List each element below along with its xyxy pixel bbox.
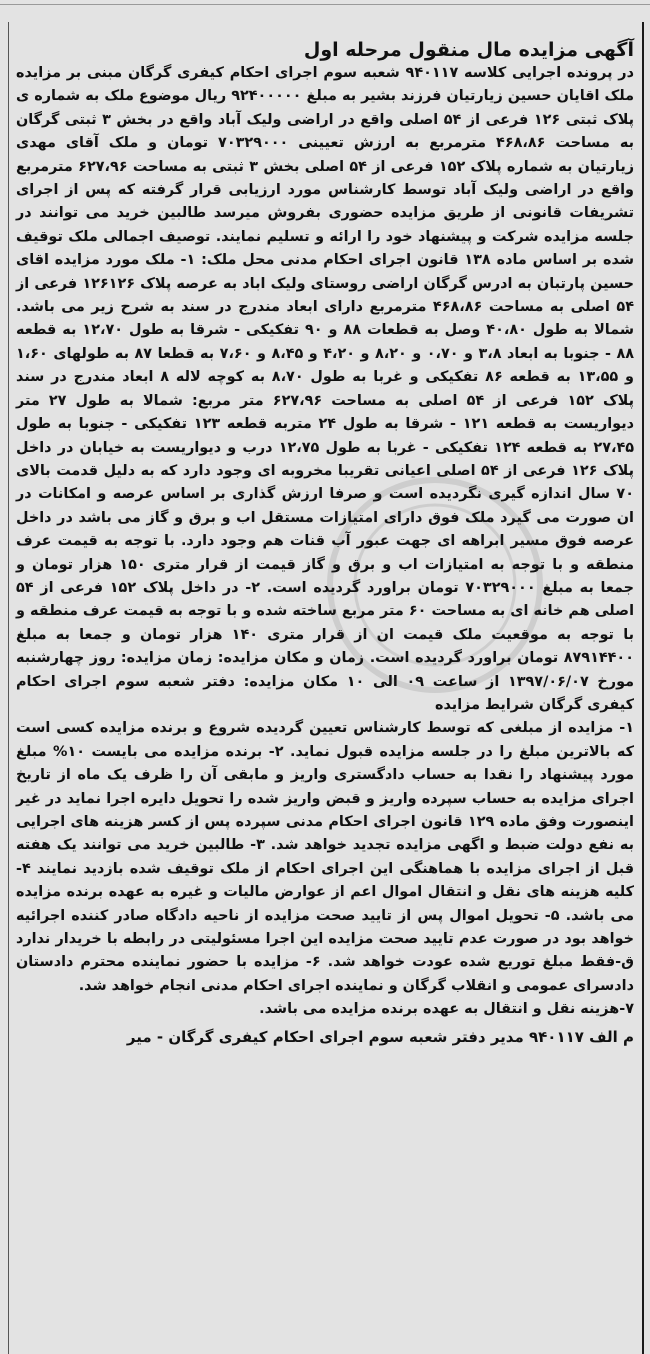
notice-signature: م الف ۹۴۰۱۱۷ مدیر دفتر شعبه سوم اجرای احکام کیفری گرگان - میر — [126, 1027, 634, 1046]
notice-body — [16, 62, 634, 1022]
notice-paragraph-conditions: ۱- مزایده از مبلغی که توسط کارشناس تعیین گردیده شروع و برنده مزایده کسی است که بالاترین مبلغ را در جلسه مزایده قبول نماید. ۲- برنده مزایده می بایست ۱۰% مبلغ مورد پیشنهاد را نقدا به حساب دادگستری واریز و مابقی آن را ظرف یک ماه از تاریخ اجرای مزایده به حساب سپرده واریز و قبض واریز شده را تحویل دایره اجرا نماید در غیر اینصورت وفق ماده ۱۲۹ قانون اجرای احکام مدنی سپرده پس از کسر هزینه های اجرایی به نفع دولت ضبط و اگهی مزایده تجدید خواهد شد. ۳- طالبین خرید می توانند یک هفته قبل از اجرای مزایده با هماهنگی این اجرای احکام از ملک توقیف شده بازدید نمایند ۴- کلیه هزینه های نقل و انتقال اموال اعم از عوارض مالیات و غیره به عهده برنده مزایده می باشد. ۵- تحویل اموال پس از تایید صحت مزایده از ناحیه دادگاه صادر کننده اجرائیه خواهد بود در صورت عدم تایید صحت مزایده این اجرا مسئولیتی در رابطه با خریدار ندارد ق-فقط مبلغ توریع شده عودت خواهد شد. ۶- مزایده با حضور نماینده محترم دادستان دادسرای عمومی و انقلاب گرگان و نماینده اجرای احکام مدنی انجام خواهد شد. — [16, 720, 635, 994]
notice-paragraph-main: در پرونده اجرایی کلاسه ۹۴۰۱۱۷ شعبه سوم اجرای احکام کیفری گرگان مبنی بر مزایده ملک اقایان حسین زیارتیان فرزند بشیر به مبلغ ۹۲۴۰۰۰۰۰ ریال موضوع ملک به شماره ی پلاک ثبتی ۱۲۶ فرعی از ۵۴ اصلی واقع در اراضی ولیک آباد واقع در بخش ۳ ثبتی گرگان به مساحت ۴۶۸،۸۶ مترمربع به ارزش تعیینی ۷۰۳۲۹۰۰۰ تومان و ملک آقای مهدی زیارتیان به شماره پلاک ۱۵۲ فرعی از ۵۴ اصلی بخش ۳ ثبتی به مساحت ۶۲۷،۹۶ مترمربع واقع در اراضی ولیک آباد توسط کارشناس مورد ارزیابی قرار گرفته که پس از اجرای تشریفات قانونی از طریق مزایده حضوری بفروش میرسد طالبین خرید می توانند در جلسه مزایده شرکت و پیشنهاد خود را ارائه و تسلیم نمایند. توصیف اجمالی ملک توقیف شده بر اساس ماده ۱۳۸ قانون اجرای احکام مدنی محل ملک: ۱- ملک مورد مزایده اقای حسین پارتبان به ادرس گرگان اراضی روستای ولیک اباد به عرصه پلاک ۱۲۶۱۲۶ فرعی از ۵۴ اصلی به مساحت ۴۶۸،۸۶ مترمربع دارای ابعاد مندرج در سند به شرح زیر می باشد. شمالا به طول ۴۰،۸۰ وصل به قطعات ۸۸ و ۹۰ تفکیکی - شرقا به طول ۱۲،۷۰ به قطعه ۸۸ - جنوبا به ابعاد ۳،۸ و ۰،۷۰ و ۸،۲۰ و ۴،۲۰ و ۸،۴۵ و ۷،۶۰ به قطعا ۸۷ به طولهای ۱،۶۰ و ۱۳،۵۵ به قطعه ۸۶ تفکیکی و غربا به طول ۸،۷۰ به کوچه لاله ۸ ابعاد مندرج در سند پلاک ۱۵۲ فرعی از ۵۴ اصلی به مساحت ۶۲۷،۹۶ متر مربع: شمالا به طول ۲۷ متر دیواریست به قطعه ۱۲۱ - شرقا به طول ۲۴ متربه قطعه ۱۲۳ تفکیکی - جنوبا به طول ۲۷،۴۵ به قطعه ۱۲۴ تفکیکی - غربا به طول ۱۲،۷۵ درب و دیواریست به خیابان در داخل پلاک ۱۲۶ فرعی از ۵۴ اصلی اعیانی تقریبا مخروبه ای وجود دارد که به دلیل قدمت بالای ۷۰ سال اندازه گیری نگردیده است و صرفا ارزش گذاری بر اساس عرصه و امکانات در ان صورت می گیرد ملک فوق دارای امتیازات مستقل اب و برق و گاز می باشد در داخل عرصه فوق مسیر ابراهه ای جهت عبور آب قنات هم وجود دارد. با توجه به قیمت عرف منطقه و با توجه به امتیازات اب و برق و گاز قیمت از قرار متری ۱۵۰ هزار تومان و جمعا به مبلغ ۷۰۳۲۹۰۰۰ تومان براورد گردیده است. ۲- در داخل پلاک ۱۵۲ فرعی از ۵۴ اصلی هم خانه ای به مساحت ۶۰ متر مربع ساخته شده و با توجه به قیمت عرف منطقه و با توجه به موقعیت ملک قیمت ان از قرار متری ۱۴۰ هزار تومان و جمعا به مبلغ ۸۷۹۱۴۴۰۰ تومان براورد گردیده است. زمان و مکان مزایده: زمان مزایده: روز چهارشنبه مورخ ۱۳۹۷/۰۶/۰۷ از ساعت ۰۹ الی ۱۰ مکان مزایده: دفتر شعبه سوم اجرای احکام کیفری گرگان شرایط مزایده — [16, 65, 635, 713]
notice-paragraph-fees: ۷-هزینه نقل و انتقال به عهده برنده مزایده می باشد. — [259, 1001, 634, 1018]
column-rule-left — [8, 22, 9, 1354]
notice-title: آگهی مزایده مال منقول مرحله اول — [303, 39, 634, 61]
top-divider — [0, 4, 650, 5]
column-rule-right — [642, 22, 644, 1354]
